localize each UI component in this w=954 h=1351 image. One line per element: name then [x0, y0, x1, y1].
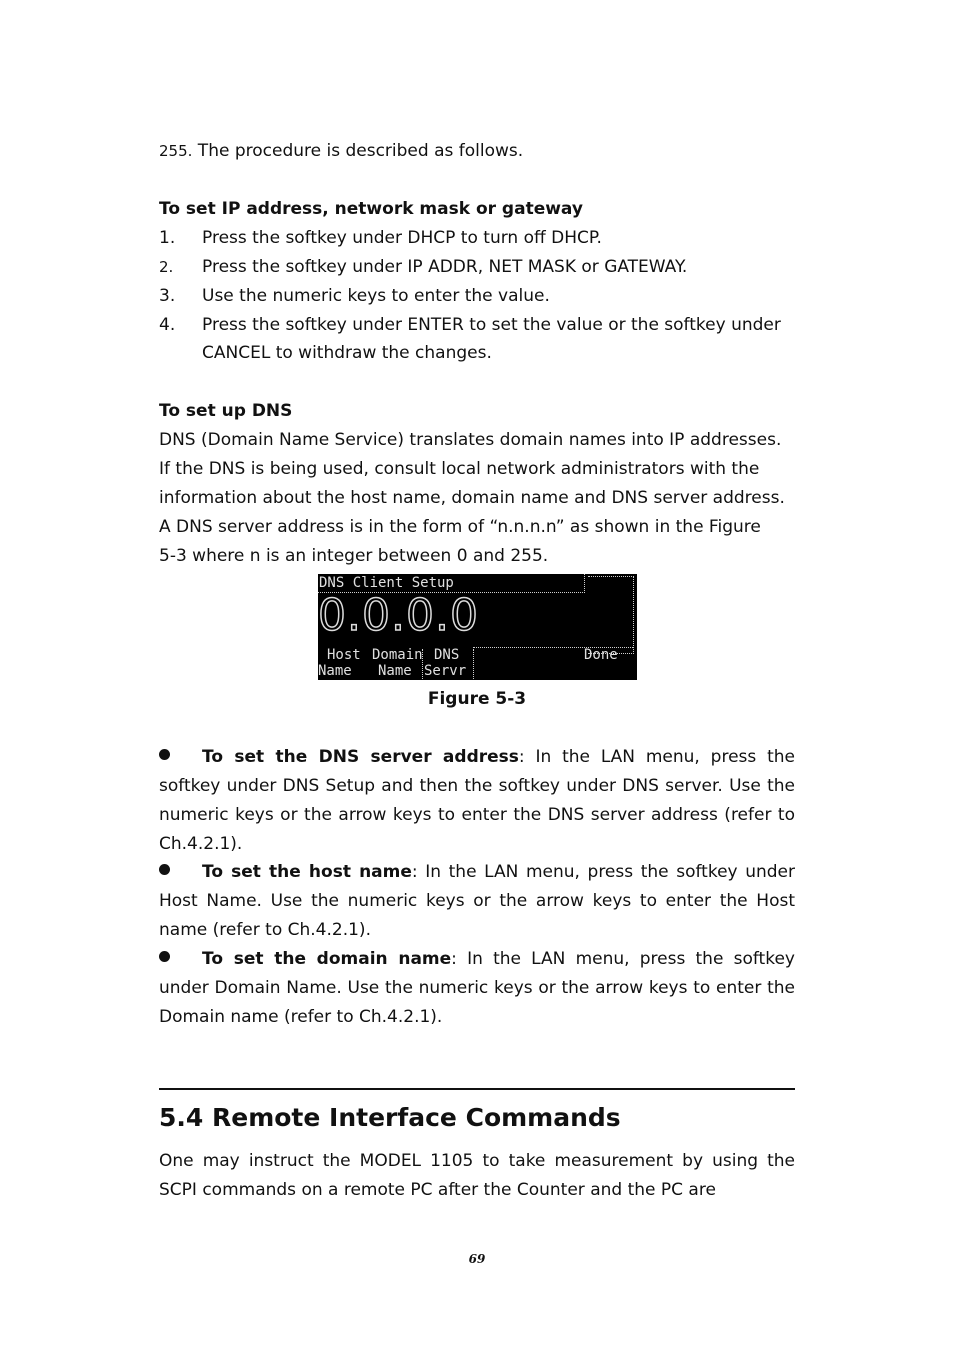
- screen-corner-frame: [588, 576, 634, 654]
- bullet-label: To set the host name: [202, 862, 412, 882]
- step-text-continued: CANCEL to withdraw the changes.: [202, 343, 492, 363]
- intro-text: The procedure is described as follows.: [192, 141, 524, 161]
- step-number: 1.: [159, 228, 176, 248]
- softkey-dns-server-line2: Servr: [424, 663, 467, 679]
- intro-line: [159, 140, 523, 162]
- bullet-domain-name: [159, 945, 795, 1032]
- bullet-icon: [159, 951, 170, 962]
- bullet-text: : In the LAN menu, press the softkey under Host Name. Use the numeric keys or the arrow keys to enter the Host name (refer to Ch.4.2.1).: [159, 862, 795, 940]
- softkey-divider: [422, 649, 423, 679]
- softkey-domain-name-line2: Name: [378, 663, 412, 679]
- step-text: Press the softkey under ENTER to set the value or the softkey under: [202, 315, 781, 335]
- page-number: 69: [468, 1252, 486, 1266]
- dns-paragraph-line: A DNS server address is in the form of “n.n.n.n” as shown in the Figure: [159, 517, 761, 537]
- bullet-text: : In the LAN menu, press the softkey under DNS Setup and then the softkey under DNS server. Use the numeric keys or the arrow keys to enter the DNS server address (refer to Ch.4.2.1).: [159, 747, 795, 854]
- bullet-icon: [159, 749, 170, 760]
- ip-section-heading: To set IP address, network mask or gateway: [159, 199, 583, 219]
- bullet-text: : In the LAN menu, press the softkey under Domain Name. Use the numeric keys or the arrow keys to enter the Domain name (refer to Ch.4.2.1).: [159, 949, 795, 1027]
- step-number: 3.: [159, 286, 176, 306]
- step-text: Use the numeric keys to enter the value.: [202, 286, 550, 306]
- dns-paragraph-line: If the DNS is being used, consult local network administrators with the: [159, 459, 760, 479]
- bullet-icon: [159, 864, 170, 875]
- screen-title: DNS Client Setup: [319, 575, 454, 591]
- step-number: 4.: [159, 315, 176, 335]
- section-heading: 5.4 Remote Interface Commands: [159, 1103, 621, 1132]
- intro-number: 255.: [159, 142, 193, 160]
- dns-section-heading: To set up DNS: [159, 401, 293, 421]
- dns-paragraph-line: DNS (Domain Name Service) translates domain names into IP addresses.: [159, 430, 782, 450]
- dns-paragraph-line: information about the host name, domain name and DNS server address.: [159, 488, 785, 508]
- bullet-label: To set the domain name: [202, 949, 452, 969]
- dns-address-value: 0.0.0.0: [318, 590, 479, 641]
- section-paragraph: One may instruct the MODEL 1105 to take measurement by using the SCPI commands on a remote PC after the Counter and the PC are: [159, 1151, 795, 1200]
- dns-client-setup-screen: [318, 574, 637, 680]
- softkey-host-name-line1: Host: [327, 647, 361, 663]
- section-divider: [159, 1088, 795, 1090]
- dns-paragraph-line: 5-3 where n is an integer between 0 and 255.: [159, 546, 549, 566]
- step-text: Press the softkey under DHCP to turn off DHCP.: [202, 228, 602, 248]
- softkey-domain-name-line1: Domain: [372, 647, 423, 663]
- softkey-done: Done: [584, 647, 618, 663]
- softkey-dns-server-line1: DNS: [434, 647, 460, 663]
- bullet-host-name: [159, 858, 795, 945]
- figure-caption: Figure 5-3: [427, 689, 527, 709]
- softkey-divider: [473, 649, 474, 679]
- bullet-dns-server: [159, 743, 795, 859]
- softkey-host-name-line2: Name: [318, 663, 352, 679]
- bullet-label: To set the DNS server address: [202, 747, 519, 767]
- step-number: 2.: [159, 258, 174, 276]
- step-text: Press the softkey under IP ADDR, NET MASK or GATEWAY.: [202, 257, 688, 277]
